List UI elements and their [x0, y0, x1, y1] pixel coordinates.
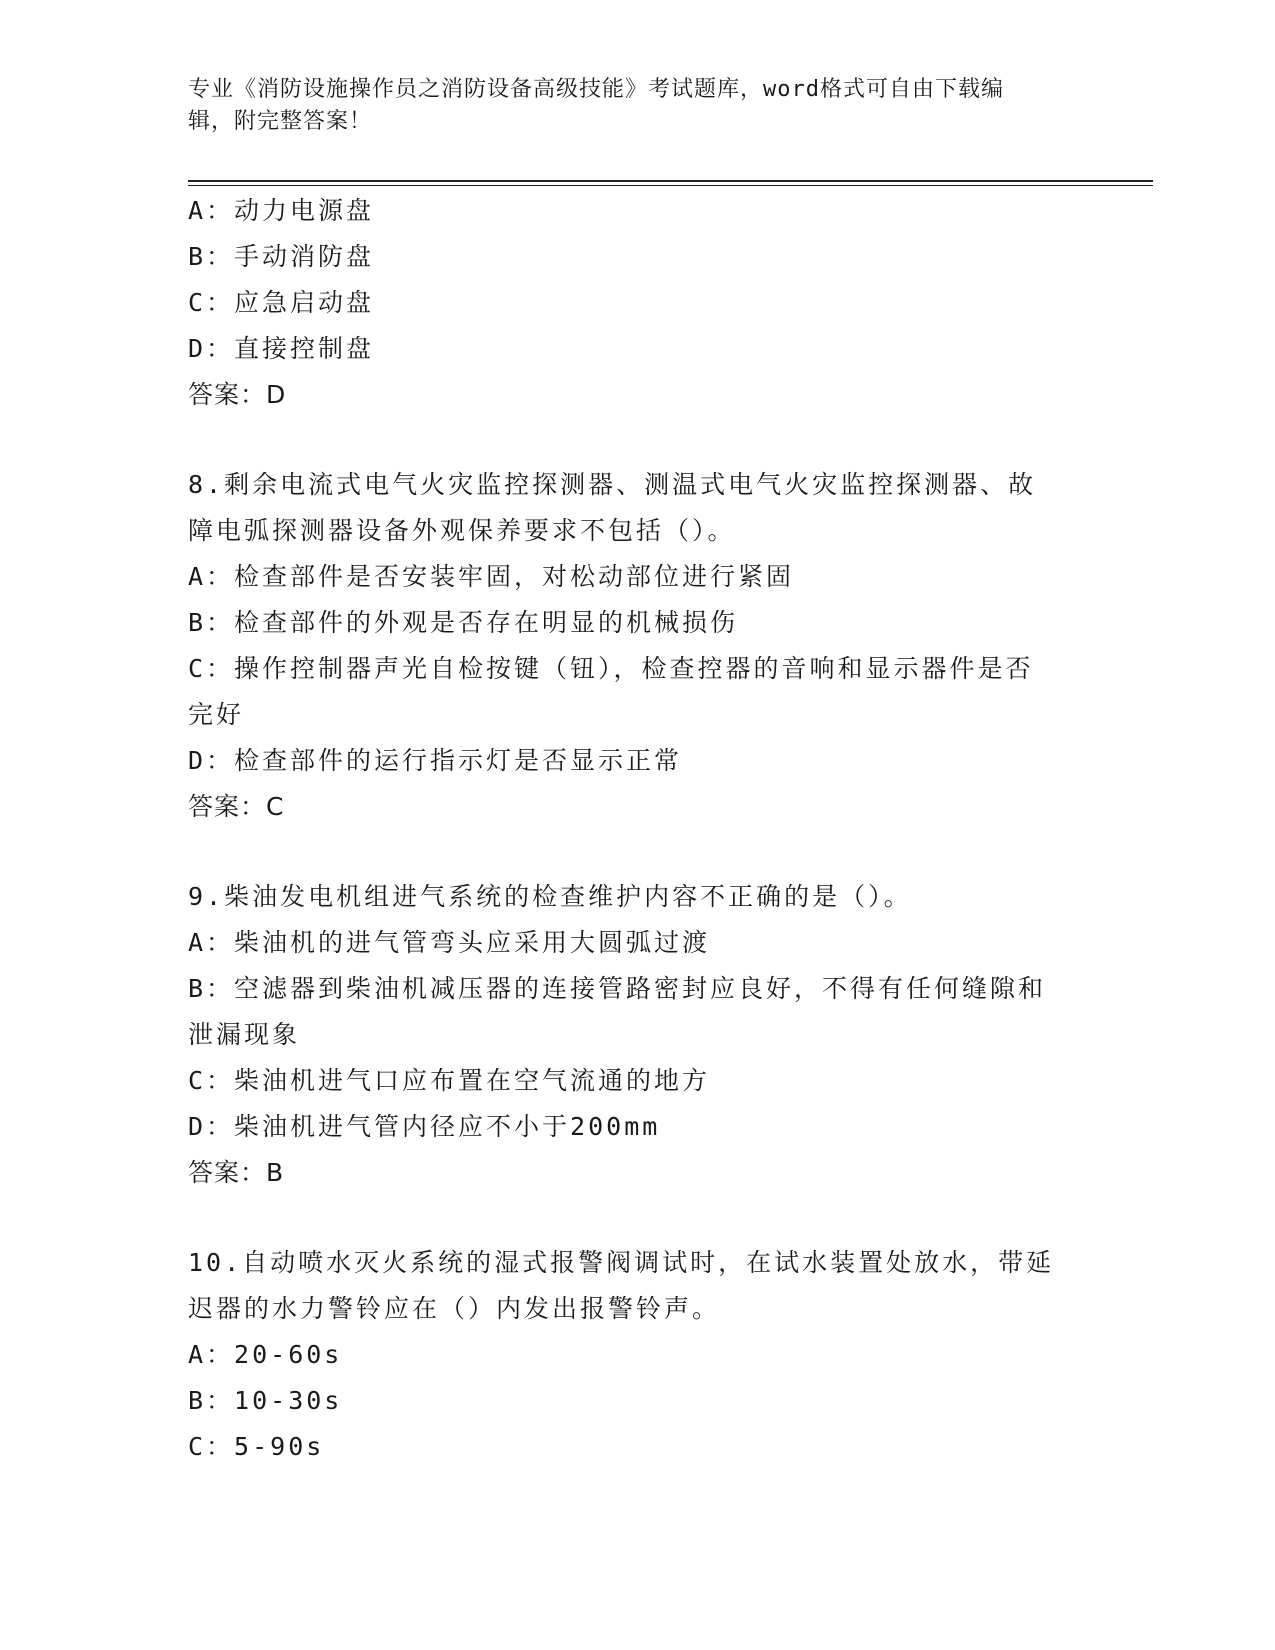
q7-option-c: C：应急启动盘 — [188, 288, 375, 317]
q8-option-b: B：检查部件的外观是否存在明显的机械损伤 — [188, 608, 739, 637]
q8-option-c-line-2: 完好 — [188, 700, 245, 729]
q7-option-a: A：动力电源盘 — [188, 196, 375, 225]
q8-stem-line-2: 障电弧探测器设备外观保养要求不包括（）。 — [188, 516, 736, 545]
spacer — [188, 830, 1088, 874]
document-header — [188, 74, 1088, 138]
header-divider-thin — [188, 185, 1153, 186]
header-line-1: 专业《消防设施操作员之消防设备高级技能》考试题库，word格式可自由下载编 — [188, 77, 1004, 102]
spacer — [188, 1196, 1088, 1240]
q7-answer: 答案：D — [188, 380, 287, 409]
q7-option-b: B：手动消防盘 — [188, 242, 375, 271]
q7-option-d: D：直接控制盘 — [188, 334, 375, 363]
question-8 — [188, 462, 1088, 830]
q9-option-a: A：柴油机的进气管弯头应采用大圆弧过渡 — [188, 928, 711, 957]
spacer — [188, 418, 1088, 462]
q10-option-a: A：20-60s — [188, 1340, 343, 1369]
q9-option-d: D：柴油机进气管内径应不小于200mm — [188, 1112, 661, 1141]
q8-option-d: D：检查部件的运行指示灯是否显示正常 — [188, 746, 683, 775]
q8-answer: 答案：C — [188, 792, 285, 821]
q10-stem-line-1: 10.自动喷水灭火系统的湿式报警阀调试时，在试水装置处放水，带延 — [188, 1248, 1055, 1277]
q9-option-b-line-1: B：空滤器到柴油机减压器的连接管路密封应良好，不得有任何缝隙和 — [188, 974, 1047, 1003]
q9-stem: 9.柴油发电机组进气系统的检查维护内容不正确的是（）。 — [188, 882, 912, 911]
question-9 — [188, 874, 1088, 1196]
question-7 — [188, 188, 1088, 418]
q10-option-b: B：10-30s — [188, 1386, 343, 1415]
q9-answer: 答案：B — [188, 1158, 285, 1187]
q8-option-a: A：检查部件是否安装牢固，对松动部位进行紧固 — [188, 562, 795, 591]
question-list — [188, 188, 1088, 1470]
q8-stem-line-1: 8.剩余电流式电气火灾监控探测器、测温式电气火灾监控探测器、故 — [188, 470, 1037, 499]
q9-option-c: C：柴油机进气口应布置在空气流通的地方 — [188, 1066, 711, 1095]
q8-option-c-line-1: C：操作控制器声光自检按键（钮），检查控器的音响和显示器件是否 — [188, 654, 1034, 683]
q9-option-b-line-2: 泄漏现象 — [188, 1020, 301, 1049]
header-divider-thick — [188, 180, 1153, 182]
q10-stem-line-2: 迟器的水力警铃应在（）内发出报警铃声。 — [188, 1294, 721, 1323]
q10-option-c: C：5-90s — [188, 1432, 325, 1461]
header-line-2: 辑，附完整答案！ — [188, 109, 373, 134]
question-10 — [188, 1240, 1088, 1470]
